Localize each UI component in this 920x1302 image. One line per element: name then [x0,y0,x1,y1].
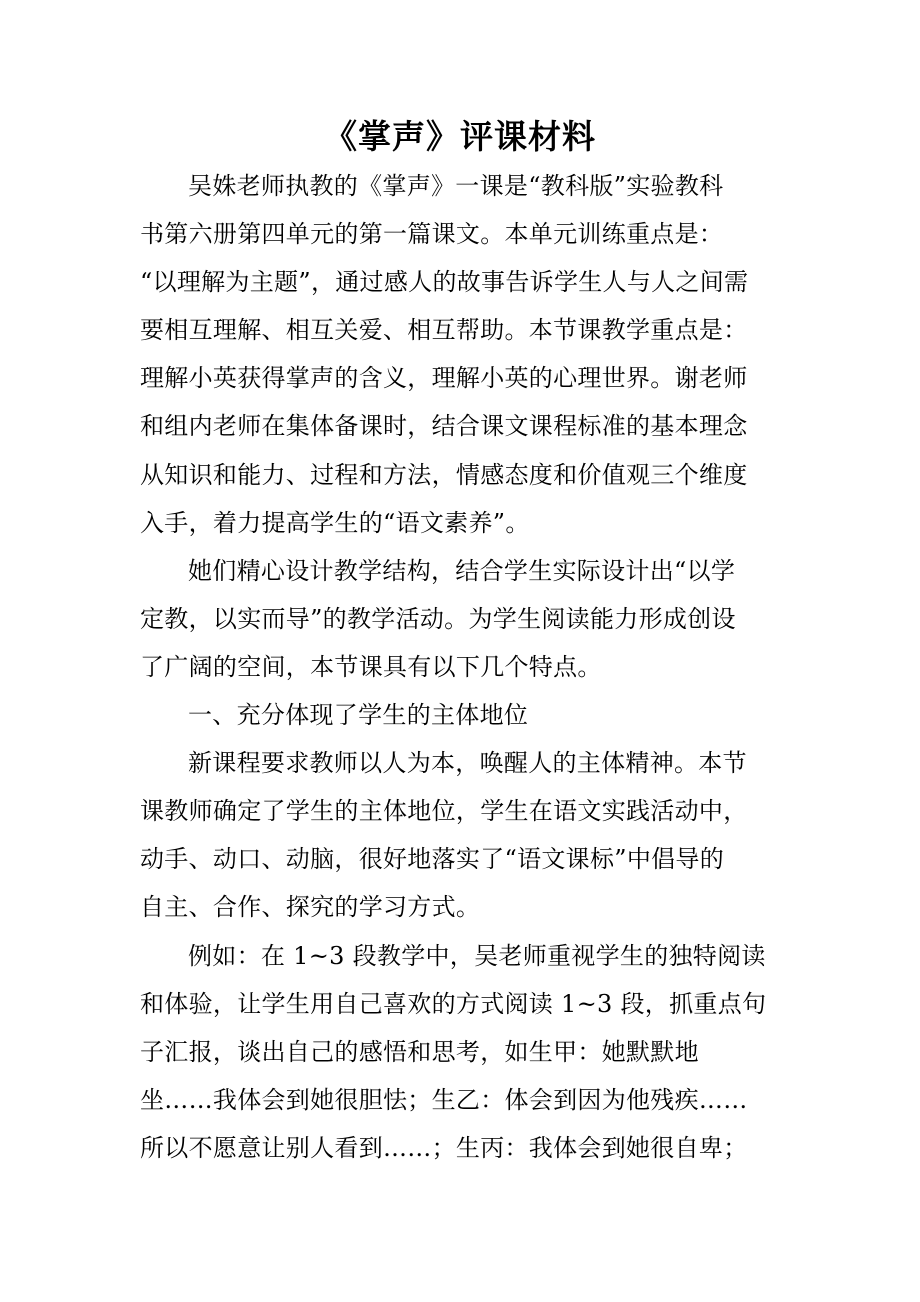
paragraph-line: 她们精心设计教学结构，结合学生实际设计出“以学 [188,556,736,585]
paragraph-line: 和体验，让学生用自己喜欢的方式阅读 1~3 段，抓重点句 [140,989,767,1018]
paragraph-line: 自主、合作、探究的学习方式。 [140,893,481,922]
paragraph-line: 例如：在 1~3 段教学中，吴老师重视学生的独特阅读 [188,941,766,970]
paragraph-line: 入手，着力提高学生的“语文素养”。 [140,508,530,537]
paragraph-line: 新课程要求教师以人为本，唤醒人的主体精神。本节 [188,749,747,778]
paragraph-line: 子汇报，谈出自己的感悟和思考，如生甲：她默默地 [140,1037,699,1066]
paragraph-line: 书第六册第四单元的第一篇课文。本单元训练重点是： [140,220,724,249]
paragraph-line: 从知识和能力、过程和方法，情感态度和价值观三个维度 [140,460,748,489]
paragraph-line: 吴姝老师执教的《掌声》一课是“教科版”实验教科 [188,172,724,200]
paragraph-line: 定教，以实而导”的教学活动。为学生阅读能力形成创设 [140,604,736,633]
paragraph-line: 所以不愿意让别人看到……；生丙：我体会到她很自卑； [140,1133,748,1162]
paragraph-line: 理解小英获得掌声的含义，理解小英的心理世界。谢老师 [140,364,748,393]
document-title: 《掌声》评课材料 [324,117,596,156]
document-body [140,162,780,1172]
paragraph-line: 和组内老师在集体备课时，结合课文课程标准的基本理念 [140,412,748,441]
paragraph-line: 要相互理解、相互关爱、相互帮助。本节课教学重点是： [140,316,748,345]
section-heading: 一、充分体现了学生的主体地位 [188,701,529,730]
paragraph-line: 了广阔的空间，本节课具有以下几个特点。 [140,652,602,681]
paragraph-line: 坐……我体会到她很胆怯；生乙：体会到因为他残疾…… [140,1085,748,1114]
paragraph-line: 课教师确定了学生的主体地位，学生在语文实践活动中， [140,797,748,826]
paragraph-line: “以理解为主题”，通过感人的故事告诉学生人与人之间需 [140,268,749,297]
paragraph-line: 动手、动口、动脑，很好地落实了“语文课标”中倡导的 [140,845,725,874]
